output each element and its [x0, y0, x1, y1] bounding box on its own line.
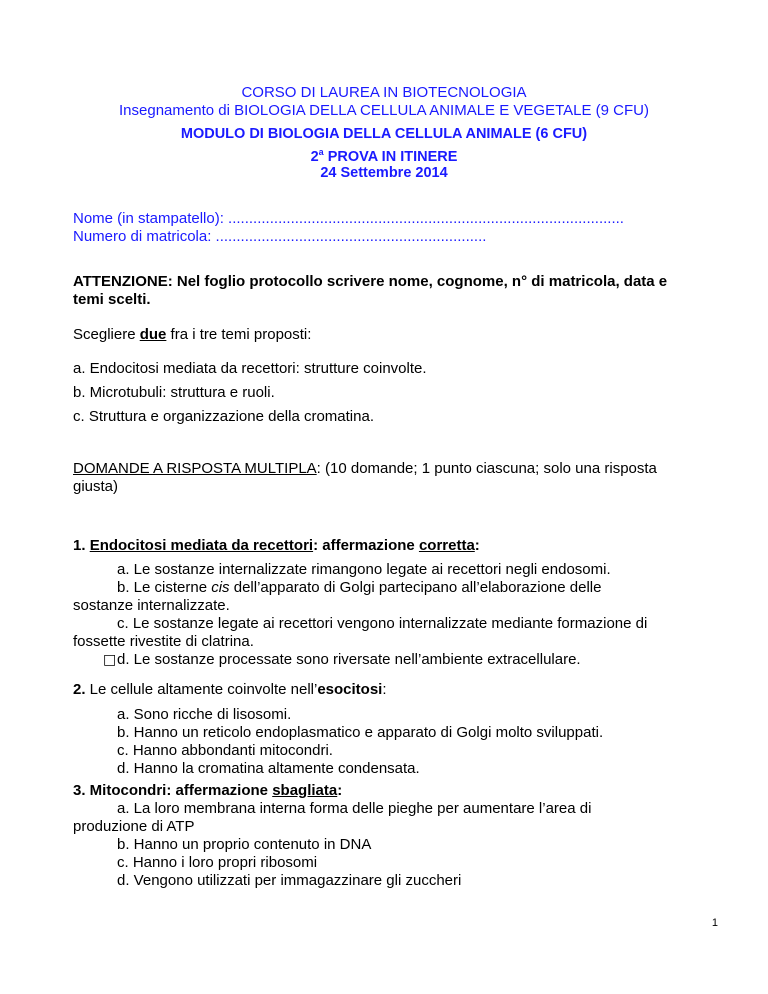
q3-text: 3. Mitocondri: affermazione	[73, 782, 273, 799]
q1-keyword: corretta	[418, 537, 475, 554]
q1-topic: Endocitosi mediata da recettori	[89, 537, 314, 554]
question-1	[73, 537, 698, 555]
q3-option-c[interactable]	[103, 854, 698, 872]
q3-option-a-text: a. La loro membrana interna forma delle pieghe per aumentare l’area di	[117, 800, 592, 817]
q3-option-c-text: c. Hanno i loro propri ribosomi	[117, 854, 318, 871]
checkbox-icon[interactable]: □	[103, 652, 117, 668]
q3-option-b-text: b. Hanno un proprio contenuto in DNA	[117, 836, 372, 853]
theme-a: a. Endocitosi mediata da recettori: strutture coinvolte.	[73, 360, 427, 377]
q2-option-a-text: a. Sono ricche di lisosomi.	[117, 706, 292, 723]
course-title: CORSO DI LAUREA IN BIOTECNOLOGIA	[241, 84, 527, 101]
mc-header-rest: : (10 domande; 1 punto ciascuna; solo una risposta giusta)	[73, 460, 657, 495]
module-title: MODULO DI BIOLOGIA DELLA CELLULA ANIMALE (6 CFU)	[180, 126, 588, 142]
exam-label: PROVA IN ITINERE	[323, 149, 458, 165]
choose-instruction	[73, 326, 698, 344]
q2-option-c[interactable]	[103, 742, 698, 760]
q1-option-d-text: d. Le sostanze processate sono riversate nell’ambiente extracellulare.	[117, 651, 581, 668]
q2-keyword: esocitosi	[317, 681, 383, 698]
q3-option-d[interactable]	[103, 872, 698, 890]
q3-option-a[interactable]	[103, 800, 698, 818]
page-number: 1	[711, 917, 718, 929]
q2-option-a[interactable]	[103, 706, 698, 724]
q2-option-d[interactable]	[103, 760, 698, 778]
theme-b: b. Microtubuli: struttura e ruoli.	[73, 384, 275, 401]
q1-option-a[interactable]	[103, 561, 698, 579]
q2-option-c-text: c. Hanno abbondanti mitocondri.	[117, 742, 333, 759]
q2-colon: :	[382, 681, 387, 698]
q2-option-d-text: d. Hanno la cromatina altamente condensata.	[117, 760, 420, 777]
q3-colon: :	[337, 782, 343, 799]
matricola-field: Numero di matricola: .................................................................	[73, 228, 487, 245]
exam-date: 24 Settembre 2014	[320, 165, 448, 181]
exam-number: 2	[310, 149, 319, 165]
question-2	[73, 681, 698, 699]
q3-keyword: sbagliata	[272, 782, 338, 799]
q1-option-d[interactable]	[103, 651, 698, 669]
q1-number: 1.	[73, 537, 90, 554]
q1-option-c[interactable]	[103, 615, 698, 633]
q1-option-b-italic: cis	[211, 579, 230, 596]
q3-option-a-cont: produzione di ATP	[73, 818, 195, 835]
choose-post: fra i tre temi proposti:	[166, 326, 312, 343]
q1-text: : affermazione	[313, 537, 419, 554]
exam-title	[0, 149, 768, 165]
exam-ordinal: a	[318, 147, 324, 158]
attention-note: ATTENZIONE: Nel foglio protocollo scrivere nome, cognome, n° di matricola, data e temi scelti.	[73, 273, 668, 308]
theme-c: c. Struttura e organizzazione della cromatina.	[73, 408, 374, 425]
q1-option-b[interactable]	[103, 579, 698, 597]
mc-header-title: DOMANDE A RISPOSTA MULTIPLA	[73, 460, 317, 477]
q1-option-a-text: a. Le sostanze internalizzate rimangono legate ai recettori negli endosomi.	[117, 561, 611, 578]
q1-colon: :	[474, 537, 480, 554]
q2-text: Le cellule altamente coinvolte nell’	[85, 681, 318, 698]
q1-option-c-cont: fossette rivestite di clatrina.	[73, 633, 254, 650]
choose-pre: Scegliere	[73, 326, 140, 343]
q2-option-b-text: b. Hanno un reticolo endoplasmatico e apparato di Golgi molto sviluppati.	[117, 724, 604, 741]
q3-option-d-text: d. Vengono utilizzati per immagazzinare gli zuccheri	[117, 872, 462, 889]
course-subject: Insegnamento di BIOLOGIA DELLA CELLULA ANIMALE E VEGETALE (9 CFU)	[119, 102, 649, 119]
name-field: Nome (in stampatello): ...............................................................................................	[73, 210, 624, 227]
choose-word: due	[139, 326, 167, 343]
q3-option-b[interactable]	[103, 836, 698, 854]
mc-header	[73, 460, 698, 496]
q1-option-b-text: b. Le cisterne	[117, 579, 212, 596]
question-3	[73, 782, 698, 800]
q2-option-b[interactable]	[103, 724, 698, 742]
q2-number: 2.	[73, 681, 86, 698]
q1-option-c-text: c. Le sostanze legate ai recettori vengono internalizzate mediante formazione di	[117, 615, 648, 632]
q1-option-b-cont: sostanze internalizzate.	[73, 597, 230, 614]
q1-option-b-text-2: dell’apparato di Golgi partecipano all’elaborazione delle	[229, 579, 602, 596]
